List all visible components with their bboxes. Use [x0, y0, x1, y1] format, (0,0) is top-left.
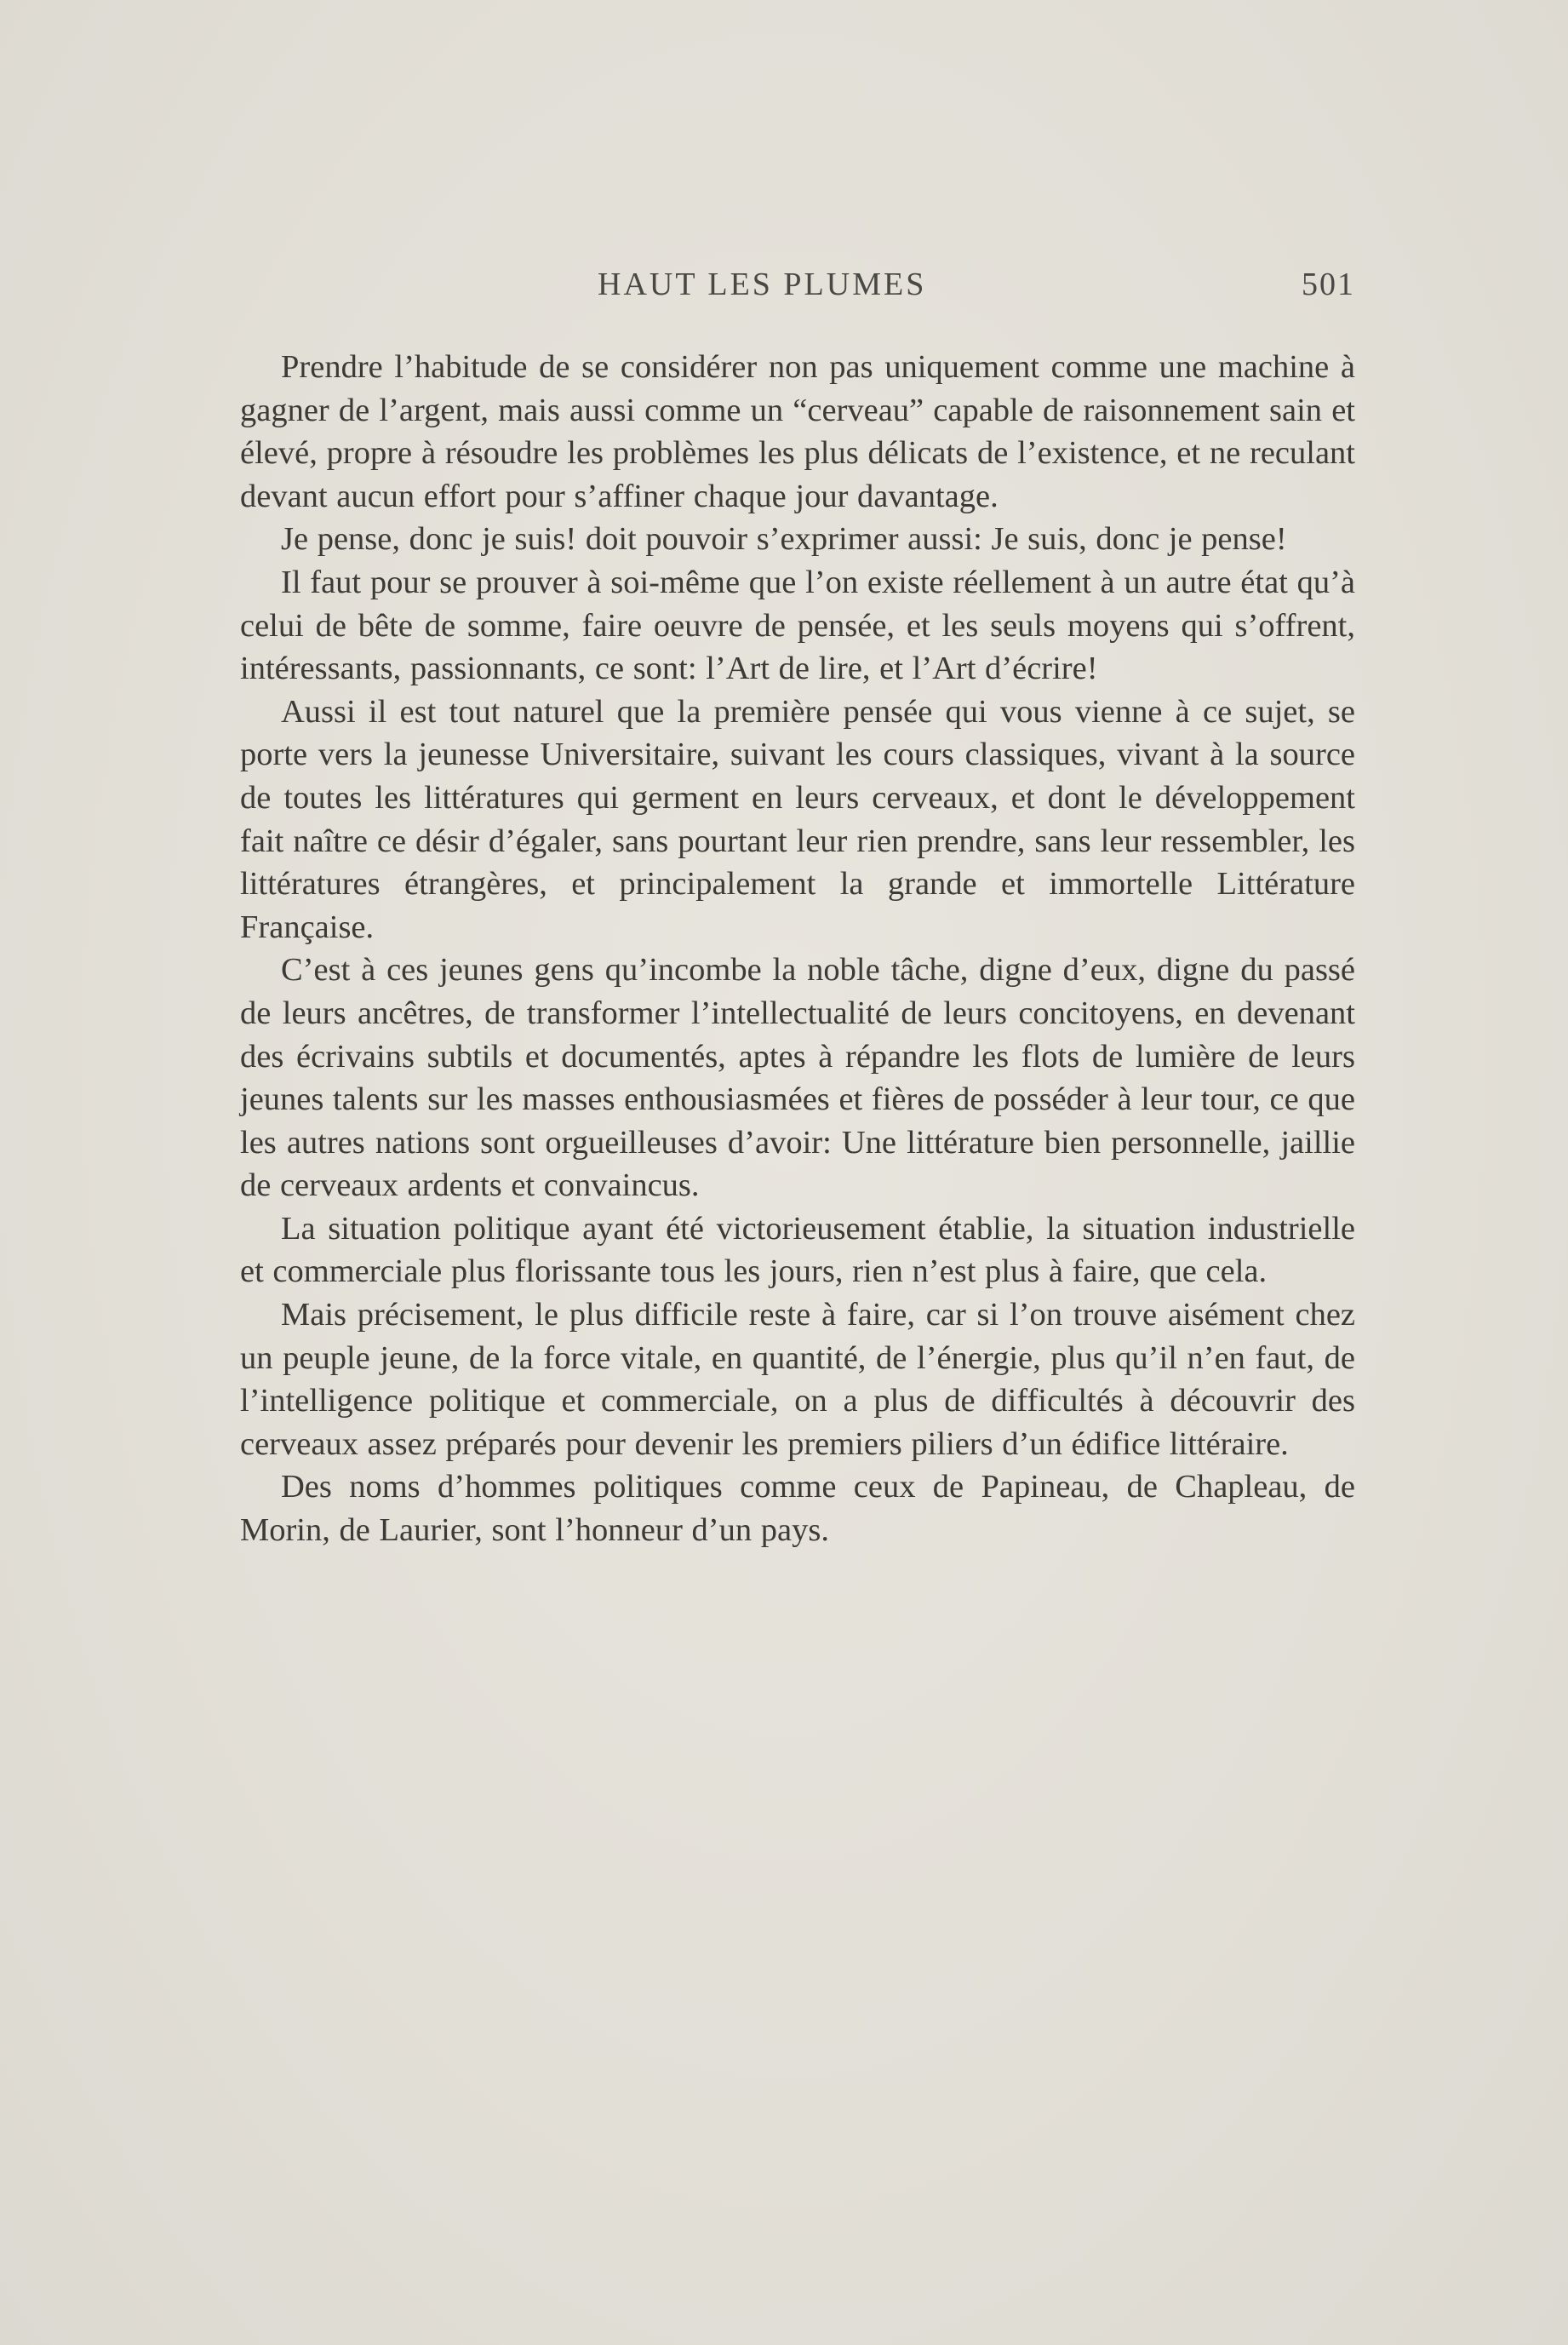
paragraph: Je pense, donc je suis! doit pouvoir s’exprimer aussi: Je suis, donc je pense!: [281, 521, 1287, 558]
body-text: [240, 346, 1355, 1552]
running-title: HAUT LES PLUMES: [598, 267, 927, 302]
paragraph: C’est à ces jeunes gens qu’incombe la noble tâche, digne d’eux, digne du passé de leurs ancêtres, de transformer l’intellectualité de leurs concitoyens, en devenant des écrivains subtils et documentés, aptes à répandre les flots de lumière de leurs jeunes talents sur les masses enthousiasmées et fières de posséder à leur tour, ce que les autres nations sont orgueilleuses d’avoir: Une littérature bien personnelle, jaillie de cerveaux ardents et convaincus.: [240, 952, 1355, 1204]
paragraph: Aussi il est tout naturel que la première pensée qui vous vienne à ce sujet, se porte vers la jeunesse Universitaire, suivant les cours classiques, vivant à la source de toutes les littératures qui germent en leurs cerveaux, et dont le développement fait naître ce désir d’égaler, sans pourtant leur rien prendre, sans leur ressembler, les littératures étrangères, et principalement la grande et immortelle Littérature Française.: [240, 693, 1355, 945]
paragraph: Il faut pour se prouver à soi-même que l’on existe réellement à un autre état qu’à celui de bête de somme, faire oeuvre de pensée, et les seuls moyens qui s’offrent, intéressants, passionnants, ce sont: l’Art de lire, et l’Art d’écrire!: [240, 564, 1355, 687]
paragraph: Prendre l’habitude de se considérer non pas uniquement comme une machine à gagner de l’argent, mais aussi comme un “cerveau” capable de raisonnement sain et élevé, propre à résoudre les problèmes les plus délicats de l’existence, et ne reculant devant aucun effort pour s’affiner chaque jour davantage.: [240, 349, 1355, 514]
paragraph: Mais précisement, le plus difficile reste à faire, car si l’on trouve aisément chez un peuple jeune, de la force vitale, en quantité, de l’énergie, plus qu’il n’en faut, de l’intelligence politique et commerciale, on a plus de difficultés à découvrir des cerveaux assez préparés pour devenir les premiers piliers d’un édifice littéraire.: [240, 1297, 1355, 1462]
paragraph: Des noms d’hommes politiques comme ceux de Papineau, de Chapleau, de Morin, de Laurier, sont l’honneur d’un pays.: [240, 1469, 1355, 1549]
running-head: [240, 266, 1355, 307]
paragraph: La situation politique ayant été victorieusement établie, la situation industrielle et commerciale plus florissante tous les jours, rien n’est plus à faire, que cela.: [240, 1210, 1355, 1290]
page-number: 501: [1302, 267, 1355, 302]
